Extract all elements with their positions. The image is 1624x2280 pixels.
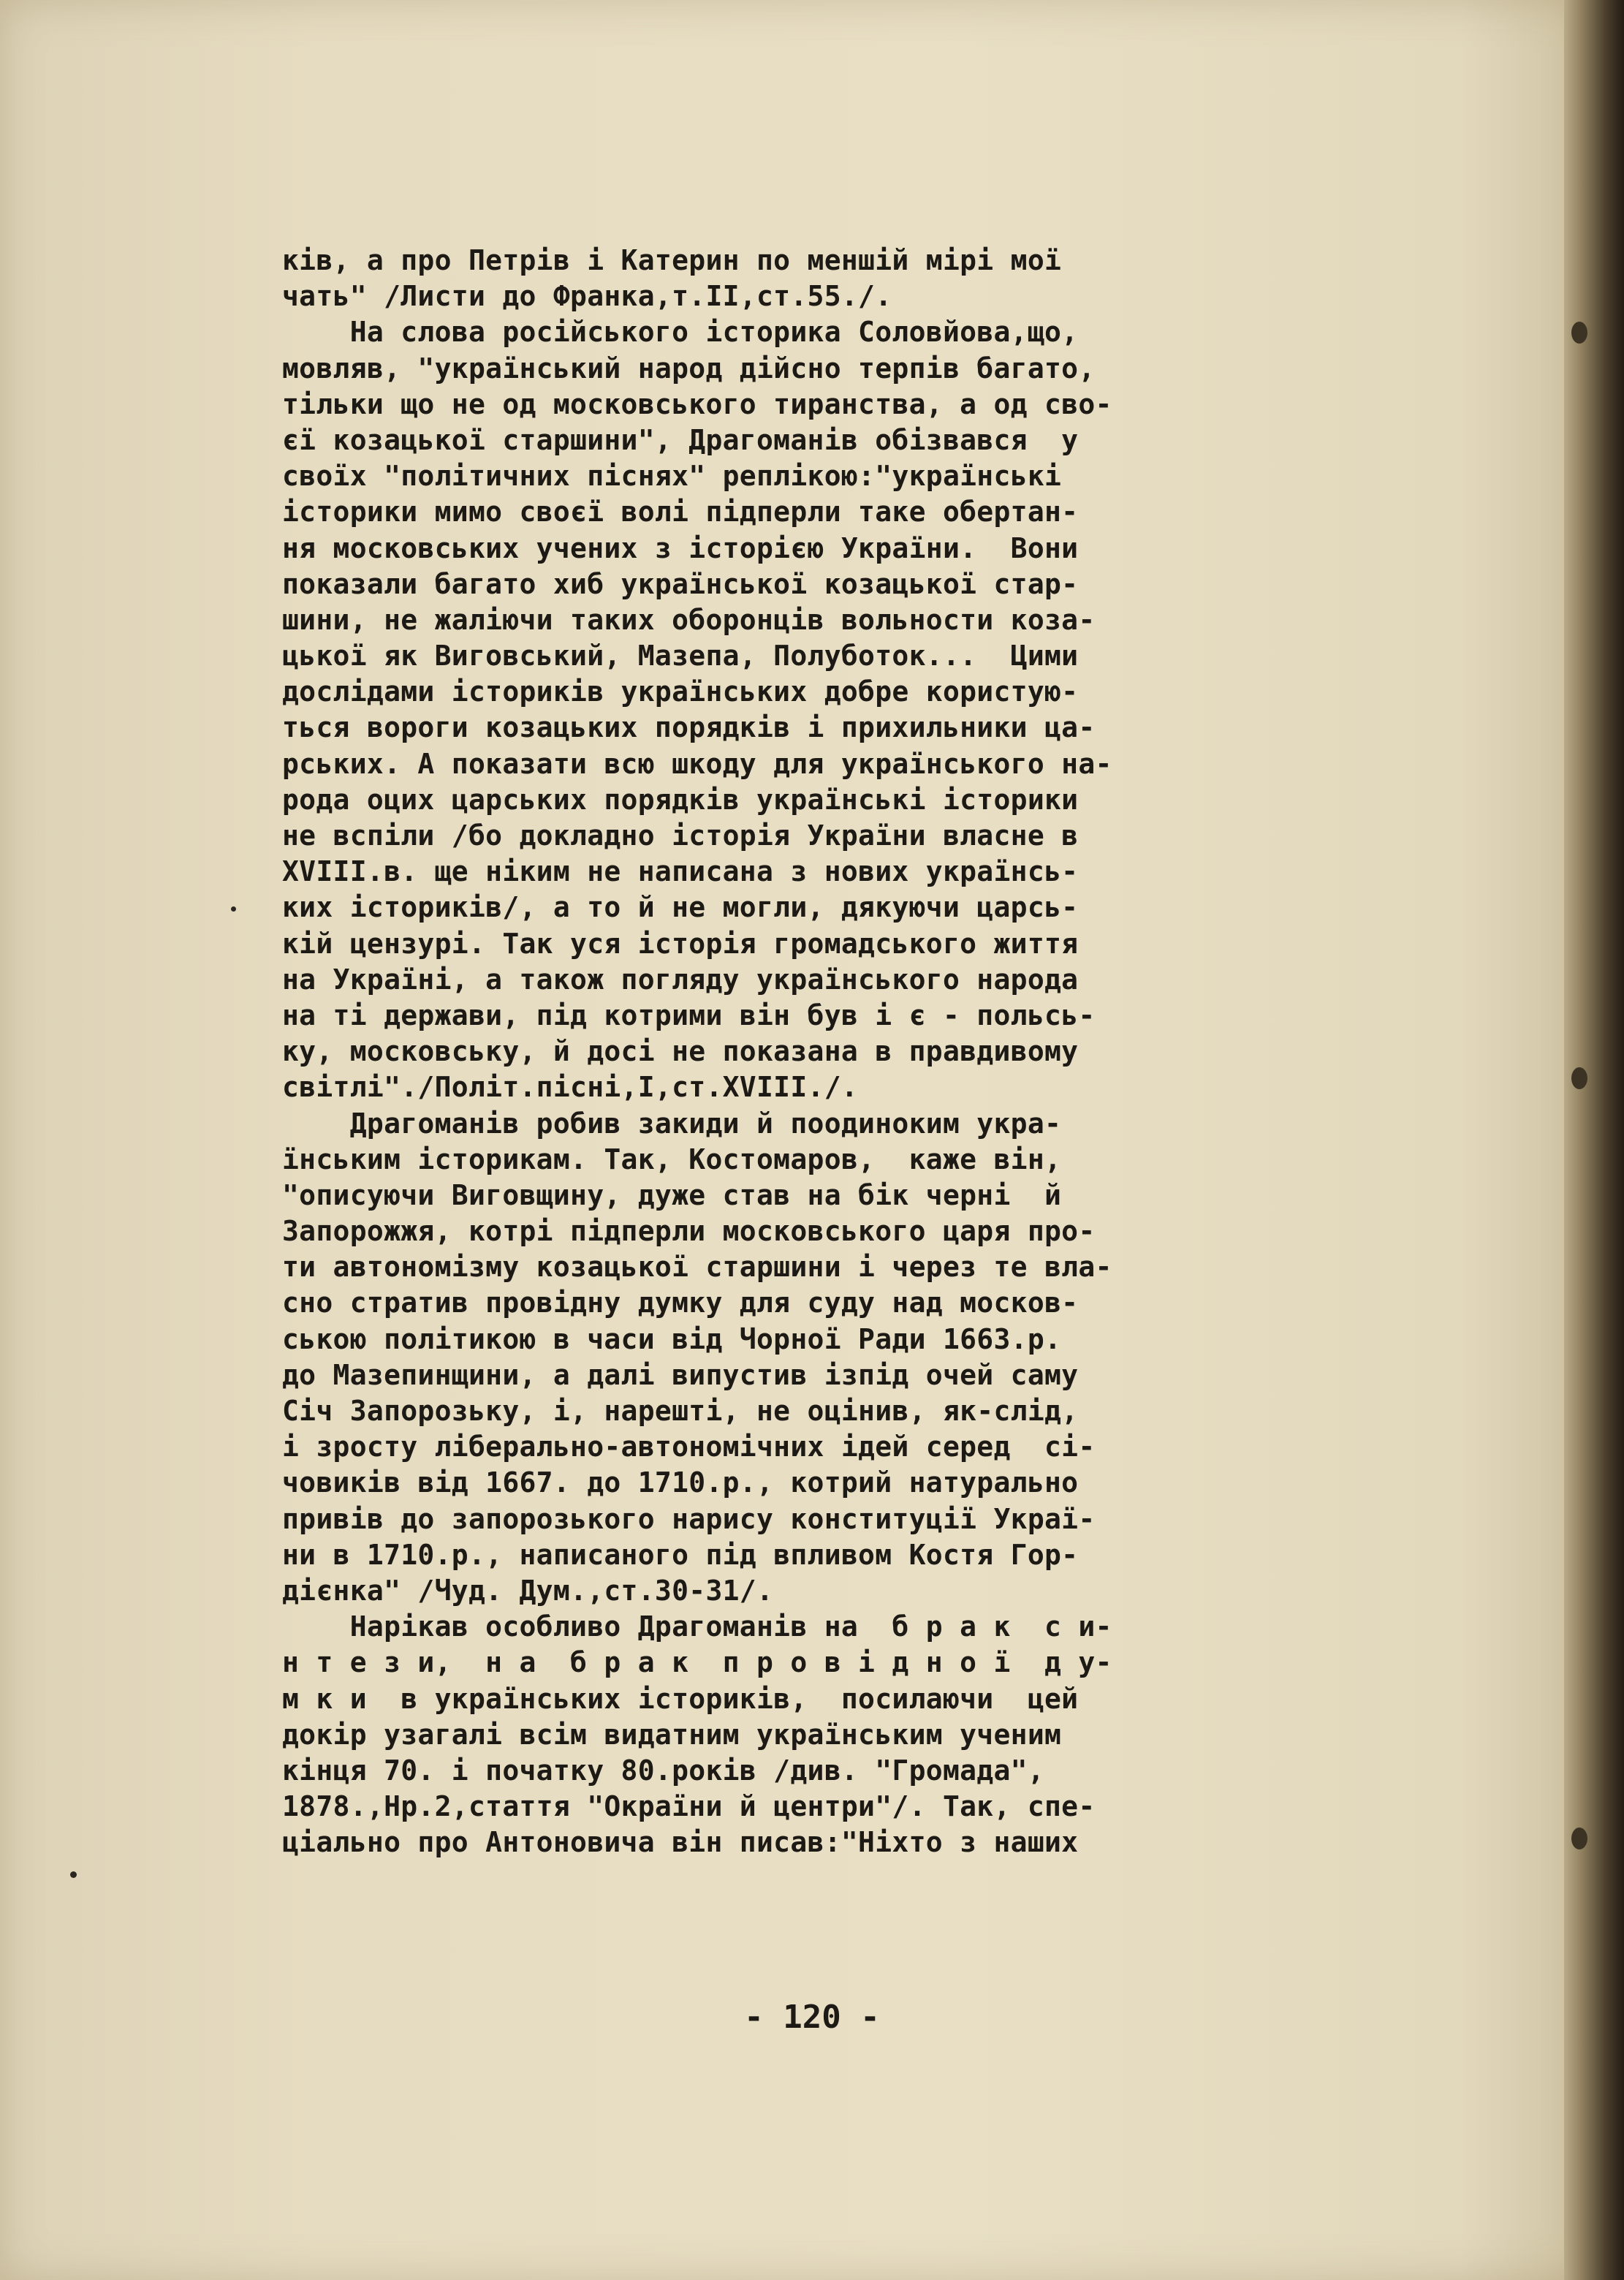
text-line: На слова російського історика Соловйова,що, xyxy=(282,316,1079,349)
text-line: ких істориків/, а то й не могли, дякуючи царсь- xyxy=(282,891,1079,924)
text-line: до Мазепинщини, а далі випустив ізпід очей саму xyxy=(282,1358,1079,1391)
text-line: мовляв, "український народ дійсно терпів багато, xyxy=(282,352,1096,385)
text-line: Драгоманів робив закиди й поодиноким укра- xyxy=(282,1107,1062,1140)
text-line: дослідами істориків українських добре користую- xyxy=(282,675,1079,708)
text-line: ціально про Антоновича він писав:"Ніхто з наших xyxy=(282,1826,1079,1859)
text-line: рських. А показати всю шкоду для українського на- xyxy=(282,747,1112,780)
text-line: показали багато хиб української козацької стар- xyxy=(282,567,1079,600)
text-line: ться вороги козацьких порядків і прихильники ца- xyxy=(282,711,1096,744)
text-line: кінця 70. і початку 80.років /див. "Громада", xyxy=(282,1754,1045,1787)
text-line: світлі"./Політ.пісні,I,ст.XVIII./. xyxy=(282,1071,859,1104)
text-line: ків, а про Петрів і Катерин по меншій мірі мої xyxy=(282,244,1062,276)
text-line: Нарікав особливо Драгоманів на б р а к с и- xyxy=(282,1610,1112,1643)
text-line: сно стратив провідну думку для суду над москов- xyxy=(282,1287,1079,1319)
text-line: "описуючи Виговщину, дуже став на бік черні й xyxy=(282,1178,1062,1211)
text-line: ня московських учених з історією України. Вони xyxy=(282,531,1079,564)
book-spine xyxy=(1564,0,1624,2280)
binding-mark xyxy=(1571,322,1587,344)
text-line: ни в 1710.р., написаного під впливом Костя Гор- xyxy=(282,1538,1079,1571)
text-line: чать" /Листи до Франка,т.II,ст.55./. xyxy=(282,280,892,313)
text-line: човиків від 1667. до 1710.р., котрий натурально xyxy=(282,1466,1079,1499)
document-body xyxy=(282,243,1466,1860)
text-line: цької як Виговський, Мазепа, Полуботок... Цими xyxy=(282,640,1079,673)
ink-speck xyxy=(231,906,236,912)
text-line: кій цензурі. Так уся історія громадського життя xyxy=(282,927,1079,960)
text-line: і зросту ліберально-автономічних ідей серед сі- xyxy=(282,1431,1096,1463)
text-line: на Україні, а також погляду українського народа xyxy=(282,963,1079,996)
text-line: Запорожжя, котрі підперли московського царя про- xyxy=(282,1215,1096,1248)
binding-mark xyxy=(1571,1828,1587,1849)
text-line: дієнка" /Чуд. Дум.,ст.30-31/. xyxy=(282,1574,774,1607)
binding-mark xyxy=(1571,1067,1587,1089)
text-line: привів до запорозького нарису конституції Украї- xyxy=(282,1502,1096,1535)
page-number: - 120 - xyxy=(744,1999,880,2036)
text-line: докір узагалі всім видатним українським ученим xyxy=(282,1718,1062,1751)
text-line: історики мимо своєї волі підперли таке обертан- xyxy=(282,496,1079,529)
text-line: 1878.,Нр.2,стаття "Окраїни й центри"/. Так, спе- xyxy=(282,1790,1096,1823)
text-line: ти автономізму козацької старшини і через те вла- xyxy=(282,1251,1112,1284)
text-line: на ті держави, під котрими він був і є - польсь- xyxy=(282,999,1096,1031)
text-line: ку, московську, й досі не показана в правдивому xyxy=(282,1035,1079,1068)
text-line: н т е з и, н а б р а к п р о в і д н о ї д у- xyxy=(282,1646,1112,1679)
text-line: не вспіли /бо докладно історія України власне в xyxy=(282,819,1079,852)
ink-speck xyxy=(70,1871,77,1878)
text-line: їнським історикам. Так, Костомаров, каже він, xyxy=(282,1143,1062,1175)
text-line: Січ Запорозьку, і, нарешті, не оцінив, як-слід, xyxy=(282,1395,1079,1427)
text-line: тільки що не од московського тиранства, а од сво- xyxy=(282,387,1112,420)
text-line: рода оцих царських порядків українські історики xyxy=(282,783,1079,816)
text-line: шини, не жаліючи таких оборонців вольности коза- xyxy=(282,603,1096,636)
text-line: XVIII.в. ще ніким не написана з нових українсь- xyxy=(282,855,1079,888)
text-line: м к и в українських істориків, посилаючи цей xyxy=(282,1682,1079,1715)
text-line: своїх "політичних піснях" реплікою:"українські xyxy=(282,460,1062,493)
text-line: ською політикою в часи від Чорної Ради 1663.р. xyxy=(282,1322,1062,1355)
text-line: єї козацької старшини", Драгоманів обізвався у xyxy=(282,423,1079,456)
